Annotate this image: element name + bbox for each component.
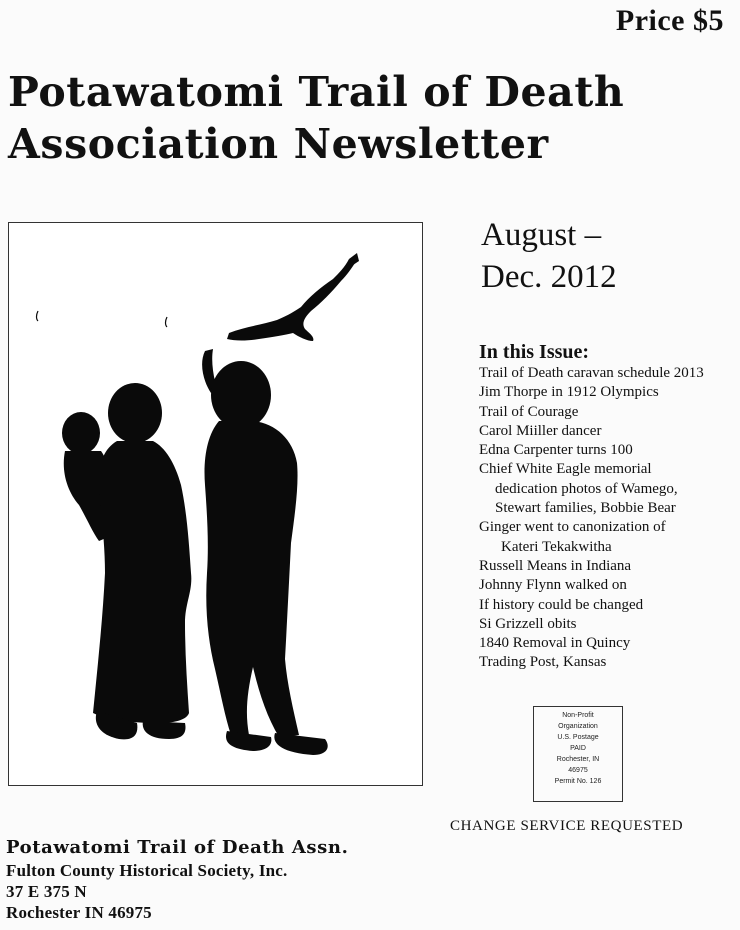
issue-date bbox=[481, 214, 617, 298]
man-silhouette bbox=[202, 349, 328, 755]
newsletter-title bbox=[8, 66, 736, 170]
toc-item: Si Grizzell obits bbox=[479, 615, 577, 632]
return-address bbox=[6, 836, 348, 923]
toc-item: If history could be changed bbox=[479, 596, 644, 613]
toc-item: Trail of Death caravan schedule 2013 bbox=[479, 365, 704, 381]
toc-heading: In this Issue: bbox=[479, 341, 590, 363]
toc-item: dedication photos of Wamego, bbox=[495, 480, 678, 497]
toc-item: Carol Miiller dancer bbox=[479, 422, 602, 439]
service-notice: CHANGE SERVICE REQUESTED bbox=[450, 818, 684, 834]
newsletter-title-line-1: Potawatomi Trail of Death bbox=[8, 68, 625, 116]
return-address-line: Rochester IN 46975 bbox=[6, 903, 152, 922]
toc-item: Ginger went to canonization of bbox=[479, 519, 666, 536]
silhouette-illustration bbox=[9, 223, 424, 787]
postage-line: Permit No. 126 bbox=[554, 778, 602, 785]
issue-date-line-1: August – bbox=[481, 217, 602, 253]
toc-item: Jim Thorpe in 1912 Olympics bbox=[479, 384, 659, 401]
toc-item: Trading Post, Kansas bbox=[479, 654, 607, 671]
table-of-contents bbox=[479, 340, 737, 673]
price-label: Price $5 bbox=[615, 4, 724, 37]
toc-item: Edna Carpenter turns 100 bbox=[479, 442, 633, 459]
cover-illustration bbox=[8, 222, 423, 786]
toc-item: 1840 Removal in Quincy bbox=[479, 635, 631, 652]
toc-item: Johnny Flynn walked on bbox=[479, 577, 627, 594]
postage-line: Organization bbox=[558, 723, 598, 730]
postage-indicia bbox=[533, 706, 623, 802]
return-address-line: 37 E 375 N bbox=[6, 882, 87, 901]
postage-line: U.S. Postage bbox=[557, 734, 599, 741]
woman-silhouette bbox=[62, 383, 191, 739]
postage-line: PAID bbox=[570, 745, 586, 752]
dust-mark bbox=[37, 311, 168, 327]
toc-item: Russell Means in Indiana bbox=[479, 557, 632, 574]
postage-line: Non-Profit bbox=[562, 712, 594, 719]
issue-date-line-2: Dec. 2012 bbox=[481, 259, 617, 295]
toc-item: Kateri Tekakwitha bbox=[501, 538, 612, 555]
toc-item: Stewart families, Bobbie Bear bbox=[495, 500, 676, 517]
return-address-line: Fulton County Historical Society, Inc. bbox=[6, 861, 288, 880]
newsletter-title-line-2: Association Newsletter bbox=[8, 120, 549, 168]
postage-line: 46975 bbox=[568, 767, 588, 774]
toc-list bbox=[479, 364, 737, 673]
postage-line: Rochester, IN bbox=[556, 756, 600, 763]
return-address-org: Potawatomi Trail of Death Assn. bbox=[6, 837, 349, 858]
toc-item: Chief White Eagle memorial bbox=[479, 461, 652, 478]
toc-item: Trail of Courage bbox=[479, 403, 579, 420]
eagle-silhouette bbox=[227, 253, 359, 341]
